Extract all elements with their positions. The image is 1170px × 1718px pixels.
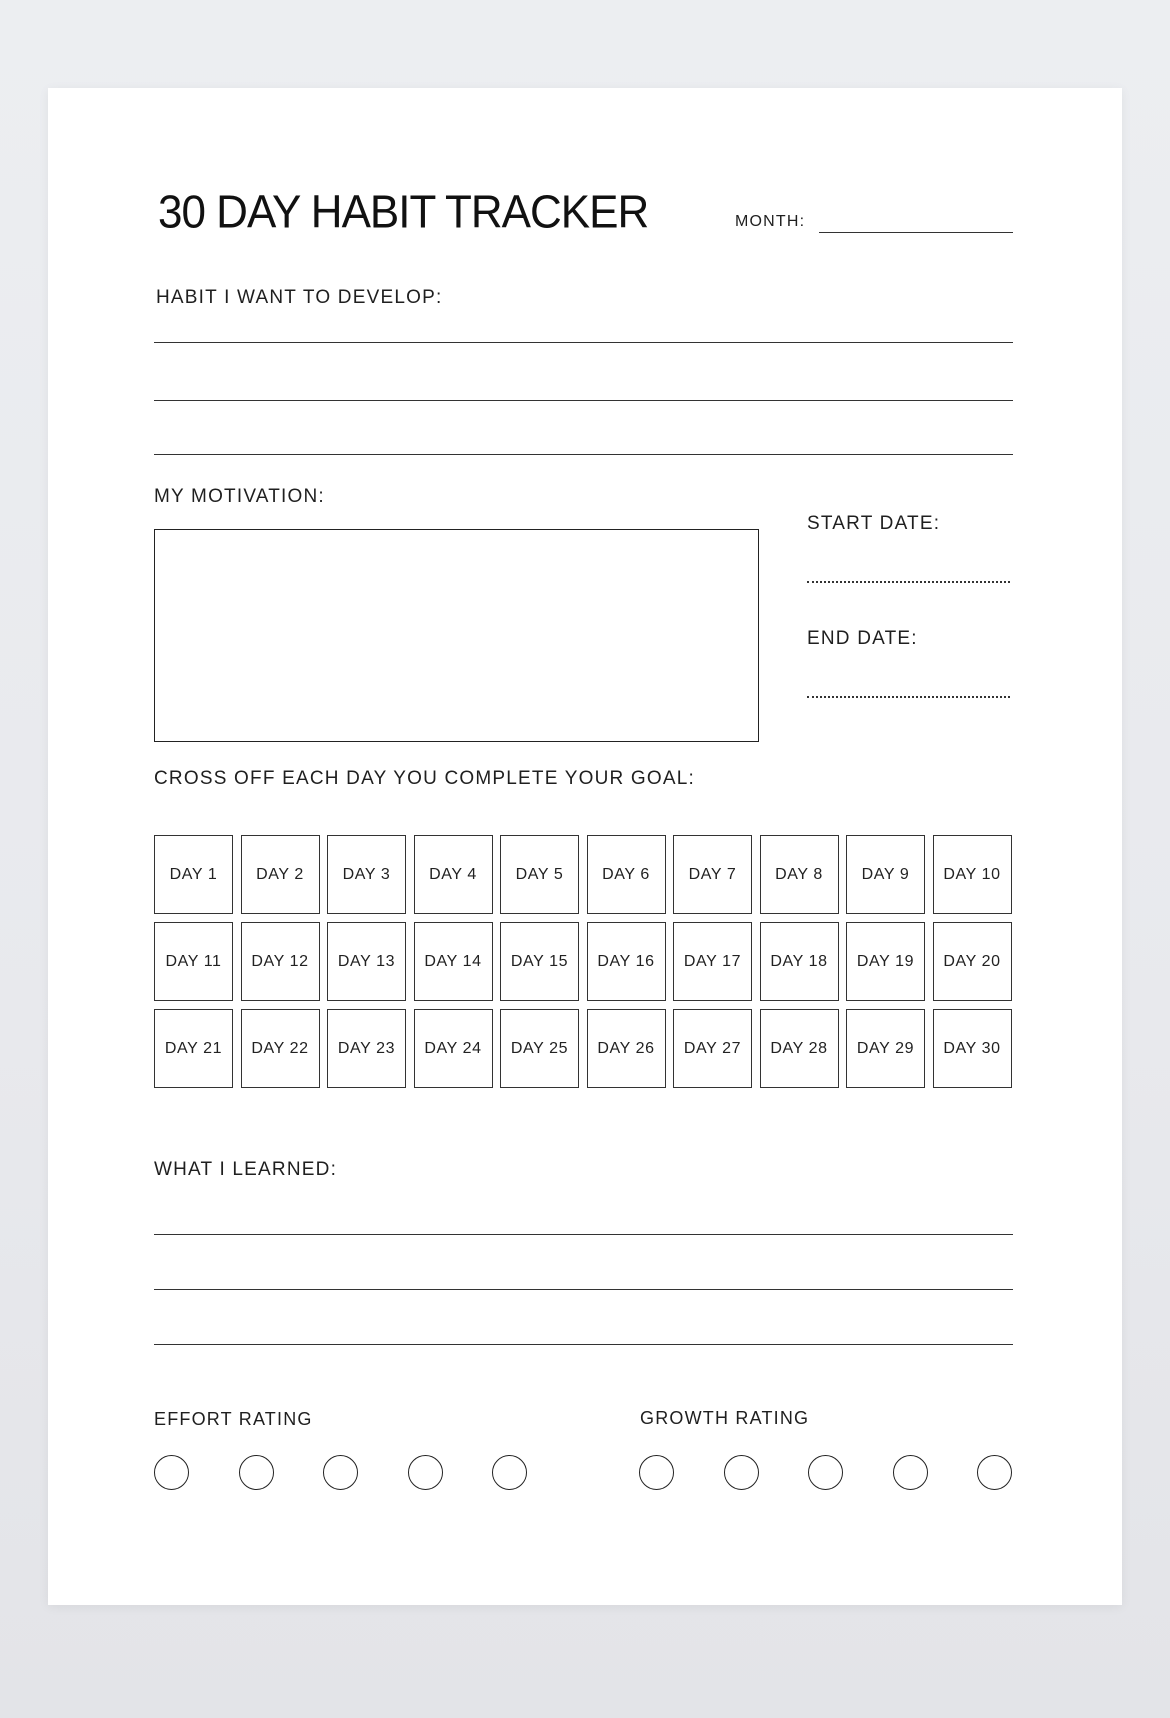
- motivation-box[interactable]: [154, 529, 759, 742]
- day-box[interactable]: DAY 26: [587, 1009, 666, 1088]
- end-date-label: END DATE:: [807, 628, 918, 649]
- start-date-label: START DATE:: [807, 513, 941, 534]
- day-box[interactable]: DAY 8: [760, 835, 839, 914]
- day-box[interactable]: DAY 18: [760, 922, 839, 1001]
- day-box[interactable]: DAY 28: [760, 1009, 839, 1088]
- learned-line-3[interactable]: [154, 1344, 1013, 1345]
- habit-tracker-page: [48, 88, 1122, 1605]
- day-box[interactable]: DAY 4: [414, 835, 493, 914]
- day-box[interactable]: DAY 13: [327, 922, 406, 1001]
- day-box[interactable]: DAY 25: [500, 1009, 579, 1088]
- growth-rating-circle-4[interactable]: [893, 1455, 928, 1490]
- day-box[interactable]: DAY 22: [241, 1009, 320, 1088]
- day-box[interactable]: DAY 20: [933, 922, 1012, 1001]
- day-box[interactable]: DAY 27: [673, 1009, 752, 1088]
- day-box[interactable]: DAY 15: [500, 922, 579, 1001]
- habit-line-1[interactable]: [154, 342, 1013, 343]
- tracker-label: CROSS OFF EACH DAY YOU COMPLETE YOUR GOAL:: [154, 768, 695, 789]
- end-date-field[interactable]: [807, 696, 1010, 698]
- day-box[interactable]: DAY 19: [846, 922, 925, 1001]
- day-box[interactable]: DAY 7: [673, 835, 752, 914]
- page-title: 30 DAY HABIT TRACKER: [158, 186, 649, 239]
- learned-line-1[interactable]: [154, 1234, 1013, 1235]
- growth-rating-circle-5[interactable]: [977, 1455, 1012, 1490]
- habit-line-3[interactable]: [154, 454, 1013, 455]
- growth-rating-circle-3[interactable]: [808, 1455, 843, 1490]
- day-box[interactable]: DAY 23: [327, 1009, 406, 1088]
- growth-rating-circle-2[interactable]: [724, 1455, 759, 1490]
- effort-rating-circle-4[interactable]: [408, 1455, 443, 1490]
- effort-rating-circle-2[interactable]: [239, 1455, 274, 1490]
- effort-rating-circle-3[interactable]: [323, 1455, 358, 1490]
- day-box[interactable]: DAY 29: [846, 1009, 925, 1088]
- start-date-field[interactable]: [807, 581, 1010, 583]
- growth-rating-label: GROWTH RATING: [640, 1408, 810, 1428]
- effort-rating-circle-5[interactable]: [492, 1455, 527, 1490]
- day-box[interactable]: DAY 11: [154, 922, 233, 1001]
- day-box[interactable]: DAY 1: [154, 835, 233, 914]
- month-label: MONTH:: [735, 213, 806, 230]
- day-box[interactable]: DAY 6: [587, 835, 666, 914]
- habit-line-2[interactable]: [154, 400, 1013, 401]
- day-box[interactable]: DAY 3: [327, 835, 406, 914]
- day-box[interactable]: DAY 21: [154, 1009, 233, 1088]
- effort-rating-label: EFFORT RATING: [154, 1409, 313, 1429]
- motivation-label: MY MOTIVATION:: [154, 486, 325, 507]
- day-box[interactable]: DAY 17: [673, 922, 752, 1001]
- month-field[interactable]: [819, 232, 1013, 233]
- growth-rating-circle-1[interactable]: [639, 1455, 674, 1490]
- day-box[interactable]: DAY 24: [414, 1009, 493, 1088]
- day-box[interactable]: DAY 10: [933, 835, 1012, 914]
- day-box[interactable]: DAY 9: [846, 835, 925, 914]
- day-box[interactable]: DAY 12: [241, 922, 320, 1001]
- effort-rating-circle-1[interactable]: [154, 1455, 189, 1490]
- day-box[interactable]: DAY 16: [587, 922, 666, 1001]
- habit-label: HABIT I WANT TO DEVELOP:: [156, 287, 443, 308]
- learned-label: WHAT I LEARNED:: [154, 1159, 338, 1180]
- day-box[interactable]: DAY 5: [500, 835, 579, 914]
- day-box[interactable]: DAY 30: [933, 1009, 1012, 1088]
- learned-line-2[interactable]: [154, 1289, 1013, 1290]
- day-grid: [154, 835, 1012, 1088]
- day-box[interactable]: DAY 2: [241, 835, 320, 914]
- day-box[interactable]: DAY 14: [414, 922, 493, 1001]
